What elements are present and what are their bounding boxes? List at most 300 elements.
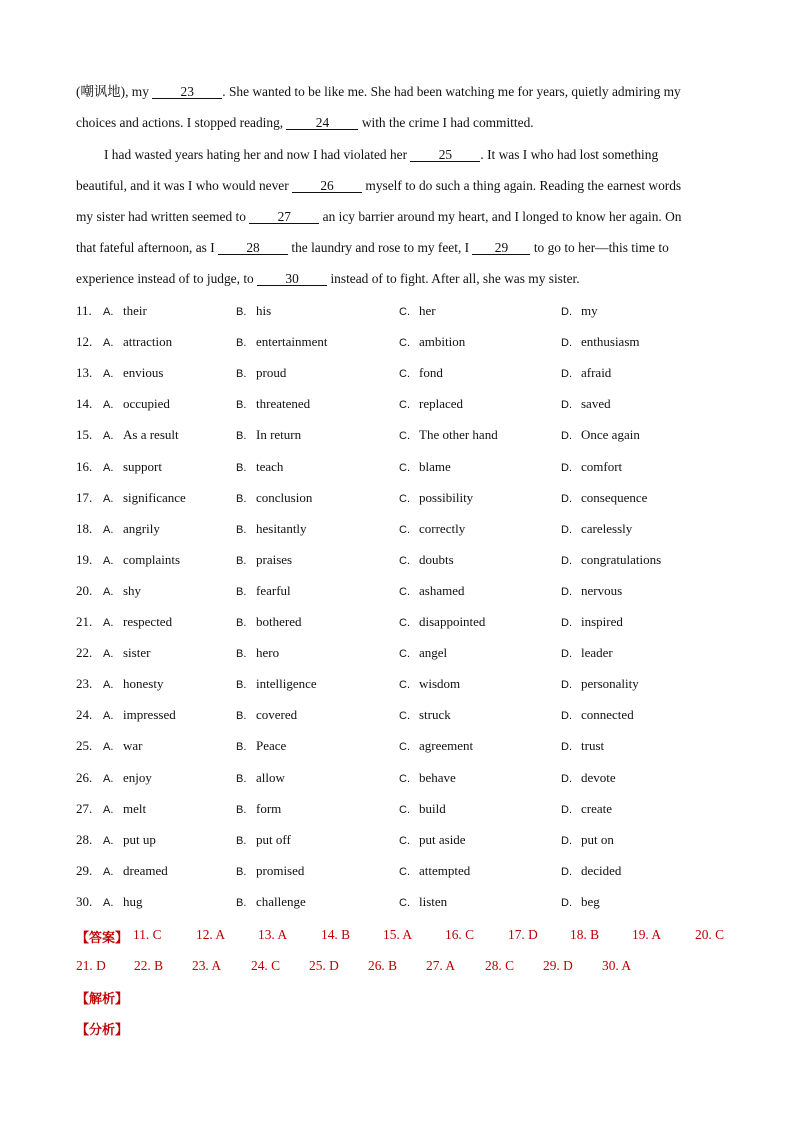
option-a-text: dreamed	[123, 862, 168, 878]
option-d-text: inspired	[581, 614, 623, 629]
option-d-text: Once again	[581, 427, 640, 443]
question-options-30	[76, 894, 756, 912]
answer-item: 15. A	[383, 927, 413, 942]
option-b-text: his	[256, 303, 272, 318]
option-b	[236, 738, 286, 754]
question-number: 14.	[76, 396, 93, 412]
option-letter-d: D.	[561, 399, 572, 412]
option-b-text: threatened	[256, 396, 311, 412]
question-options-29	[76, 863, 756, 881]
option-b-text: hero	[256, 645, 280, 661]
option-b	[236, 707, 297, 723]
question-number: 20.	[76, 582, 93, 598]
option-a	[103, 365, 163, 381]
option-a	[103, 738, 143, 754]
option-letter-a: A.	[103, 554, 114, 567]
answer-item: 12. A	[196, 927, 226, 942]
option-d-text: nervous	[581, 582, 623, 598]
option-d-text: saved	[581, 396, 611, 412]
option-letter-a: A.	[103, 772, 114, 785]
option-letter-b: B.	[236, 461, 247, 474]
question-options-24	[76, 707, 756, 725]
option-d-text: my	[581, 303, 598, 318]
option-letter-b: B.	[236, 399, 247, 412]
option-letter-b: B.	[236, 803, 247, 816]
option-a-text: attraction	[123, 334, 173, 350]
question-number: 16.	[76, 458, 93, 474]
option-letter-b: B.	[236, 430, 247, 443]
blank-26: 26	[292, 179, 362, 193]
option-letter-d: D.	[561, 772, 572, 785]
option-a	[103, 676, 163, 692]
option-letter-c: C.	[399, 648, 410, 661]
option-letter-d: D.	[561, 865, 572, 878]
option-a	[103, 707, 176, 723]
option-c-text: agreement	[419, 738, 474, 754]
option-letter-c: C.	[399, 710, 410, 723]
question-options-15	[76, 427, 756, 445]
option-d	[561, 676, 639, 692]
question-number: 19.	[76, 551, 93, 567]
option-letter-a: A.	[103, 461, 114, 474]
option-a	[103, 521, 160, 537]
option-a-text: envious	[123, 365, 164, 381]
option-a-text: angrily	[123, 520, 160, 536]
option-b	[236, 521, 307, 537]
option-d	[561, 894, 600, 910]
question-number: 22.	[76, 645, 93, 661]
option-letter-d: D.	[561, 337, 572, 350]
question-options-14	[76, 396, 756, 414]
answer-item: 25. D	[309, 958, 339, 973]
option-b-text: allow	[256, 769, 285, 785]
option-b-text: hesitantly	[256, 520, 307, 536]
option-d	[561, 552, 661, 568]
question-number: 25.	[76, 738, 93, 754]
question-options-18	[76, 521, 756, 539]
option-a	[103, 334, 172, 350]
blank-24: 24	[286, 116, 358, 130]
option-a	[103, 459, 162, 475]
option-letter-a: A.	[103, 585, 114, 598]
option-letter-b: B.	[236, 710, 247, 723]
option-a	[103, 303, 147, 319]
option-letter-d: D.	[561, 741, 572, 754]
option-d-text: consequence	[581, 489, 648, 505]
option-c-text: ashamed	[419, 582, 465, 598]
option-letter-c: C.	[399, 896, 410, 909]
option-letter-a: A.	[103, 741, 114, 754]
option-letter-c: C.	[399, 865, 410, 878]
option-letter-c: C.	[399, 803, 410, 816]
option-d-text: enthusiasm	[581, 334, 640, 350]
answer-item: 27. A	[426, 958, 456, 973]
option-b	[236, 770, 285, 786]
option-b-text: proud	[256, 365, 287, 381]
option-letter-a: A.	[103, 523, 114, 536]
option-b-text: challenge	[256, 893, 306, 909]
option-c	[399, 583, 464, 599]
option-d-text: put on	[581, 831, 614, 847]
option-letter-c: C.	[399, 523, 410, 536]
option-letter-a: A.	[103, 648, 114, 661]
answer-item: 22. B	[134, 958, 164, 973]
question-options-23	[76, 676, 756, 694]
option-c	[399, 707, 451, 723]
option-letter-c: C.	[399, 430, 410, 443]
option-c	[399, 334, 465, 350]
option-d	[561, 770, 616, 786]
option-c-text: build	[419, 800, 446, 816]
option-letter-d: D.	[561, 834, 572, 847]
answer-item: 17. D	[508, 927, 538, 942]
option-c-text: ambition	[419, 334, 466, 350]
option-d	[561, 707, 634, 723]
question-number: 12.	[76, 334, 93, 350]
option-c-text: struck	[419, 707, 451, 723]
option-b-text: fearful	[256, 582, 291, 598]
option-c-text: blame	[419, 458, 451, 474]
option-b-text: teach	[256, 458, 284, 474]
answer-row-2	[76, 958, 756, 976]
answer-item: 19. A	[632, 927, 662, 942]
option-c-text: fond	[419, 365, 443, 381]
option-letter-c: C.	[399, 399, 410, 412]
question-number: 24.	[76, 707, 93, 723]
option-d	[561, 583, 622, 599]
blank-27: 27	[249, 210, 319, 224]
option-d	[561, 832, 614, 848]
option-letter-b: B.	[236, 585, 247, 598]
option-c-text: doubts	[419, 551, 454, 567]
option-c	[399, 676, 460, 692]
question-options-12	[76, 334, 756, 352]
passage-line-7: experience instead of to judge, to 30 instead of to fight. After all, she was my sister.	[76, 271, 580, 286]
option-b	[236, 801, 281, 817]
option-a-text: melt	[123, 800, 147, 816]
option-a	[103, 645, 150, 661]
option-a-text: As a result	[123, 427, 179, 443]
question-options-11	[76, 303, 756, 321]
question-number: 26.	[76, 769, 93, 785]
option-c-text: disappointed	[419, 614, 486, 629]
option-a	[103, 770, 152, 786]
option-c	[399, 614, 485, 630]
option-b	[236, 583, 291, 599]
option-a-text: support	[123, 458, 162, 474]
blank-28: 28	[218, 241, 288, 255]
option-b-text: Peace	[256, 738, 287, 754]
option-a	[103, 552, 180, 568]
question-number: 23.	[76, 676, 93, 692]
question-options-28	[76, 832, 756, 850]
passage-line-5: my sister had written seemed to 27 an icy barrier around my heart, and I longed to know her again. On	[76, 209, 682, 224]
option-c-text: possibility	[419, 489, 474, 505]
option-c-text: attempted	[419, 862, 471, 878]
answer-item: 23. A	[192, 958, 222, 973]
option-a	[103, 396, 170, 412]
option-c-text: behave	[419, 769, 456, 785]
answer-item: 13. A	[258, 927, 288, 942]
passage-line-4: beautiful, and it was I who would never 26 myself to do such a thing again. Reading the earnest words	[76, 178, 682, 193]
option-d	[561, 738, 604, 754]
option-a-text: put up	[123, 831, 156, 847]
option-b-text: covered	[256, 707, 298, 723]
option-letter-c: C.	[399, 679, 410, 692]
option-a	[103, 801, 146, 817]
option-letter-b: B.	[236, 679, 247, 692]
option-c	[399, 863, 470, 879]
option-letter-d: D.	[561, 461, 572, 474]
question-number: 15.	[76, 427, 93, 443]
answer-item: 21. D	[76, 958, 106, 973]
option-d-text: connected	[581, 707, 634, 723]
passage-line-3: I had wasted years hating her and now I had violated her 25 . It was I who had lost something	[104, 147, 659, 162]
question-number: 17.	[76, 489, 93, 505]
option-c	[399, 303, 436, 319]
blank-29: 29	[472, 241, 530, 255]
option-c	[399, 459, 451, 475]
question-number: 11.	[76, 303, 92, 318]
option-d-text: devote	[581, 769, 616, 785]
option-a	[103, 427, 179, 443]
option-d-text: afraid	[581, 365, 612, 381]
option-a-text: enjoy	[123, 769, 152, 785]
question-options-26	[76, 770, 756, 788]
option-b	[236, 396, 310, 412]
option-c	[399, 801, 446, 817]
option-letter-c: C.	[399, 306, 410, 318]
option-d	[561, 459, 622, 475]
option-a	[103, 490, 186, 506]
option-c-text: her	[419, 303, 436, 318]
option-a	[103, 863, 168, 879]
option-c	[399, 365, 443, 381]
option-letter-a: A.	[103, 430, 114, 443]
answer-row-1	[76, 927, 756, 945]
option-d-text: decided	[581, 862, 622, 878]
option-letter-d: D.	[561, 368, 572, 381]
option-b-text: praises	[256, 551, 293, 567]
option-letter-b: B.	[236, 834, 247, 847]
option-d	[561, 645, 613, 661]
blank-30: 30	[257, 272, 327, 286]
option-c	[399, 427, 498, 443]
option-d-text: create	[581, 800, 613, 816]
option-c	[399, 832, 466, 848]
option-a-text: occupied	[123, 396, 170, 412]
option-d	[561, 863, 621, 879]
breakdown-heading: 【分析】	[76, 1023, 129, 1038]
answer-item: 24. C	[251, 958, 281, 973]
answer-item: 26. B	[368, 958, 398, 973]
option-b-text: In return	[256, 427, 302, 443]
option-c	[399, 738, 473, 754]
option-c	[399, 521, 465, 537]
analysis-heading: 【解析】	[76, 992, 129, 1007]
option-d	[561, 614, 623, 630]
option-c-text: angel	[419, 645, 448, 661]
option-letter-b: B.	[236, 648, 247, 661]
option-a-text: hug	[123, 893, 143, 909]
question-options-13	[76, 365, 756, 383]
answer-item: 14. B	[321, 927, 351, 942]
option-letter-a: A.	[103, 896, 114, 909]
option-letter-b: B.	[236, 554, 247, 567]
option-letter-c: C.	[399, 741, 410, 754]
option-letter-b: B.	[236, 741, 247, 754]
option-b-text: conclusion	[256, 489, 313, 505]
option-letter-a: A.	[103, 399, 114, 412]
option-b	[236, 894, 306, 910]
option-letter-c: C.	[399, 617, 410, 629]
option-a-text: shy	[123, 582, 142, 598]
answer-item: 16. C	[445, 927, 475, 942]
option-a-text: respected	[123, 614, 173, 629]
option-d	[561, 521, 632, 537]
option-a-text: their	[123, 303, 147, 318]
option-letter-a: A.	[103, 865, 114, 878]
option-letter-a: A.	[103, 368, 114, 381]
option-letter-a: A.	[103, 834, 114, 847]
option-a-text: complaints	[123, 551, 181, 567]
question-number: 27.	[76, 800, 93, 816]
option-letter-a: A.	[103, 617, 114, 629]
option-letter-a: A.	[103, 337, 114, 350]
option-a	[103, 894, 143, 910]
option-c-text: correctly	[419, 520, 466, 536]
option-c-text: wisdom	[419, 676, 461, 692]
option-d-text: trust	[581, 738, 605, 754]
option-d	[561, 396, 611, 412]
option-c-text: listen	[419, 893, 448, 909]
option-b	[236, 832, 291, 848]
option-b	[236, 303, 271, 319]
question-number: 28.	[76, 831, 93, 847]
option-letter-b: B.	[236, 337, 247, 350]
option-a	[103, 832, 156, 848]
option-letter-d: D.	[561, 679, 572, 692]
option-d-text: personality	[581, 676, 639, 692]
option-c	[399, 770, 456, 786]
question-number: 29.	[76, 862, 93, 878]
option-d	[561, 801, 612, 817]
blank-25: 25	[410, 148, 480, 162]
option-d	[561, 303, 598, 319]
option-b	[236, 427, 301, 443]
option-letter-d: D.	[561, 554, 572, 567]
option-letter-d: D.	[561, 585, 572, 598]
option-d	[561, 490, 647, 506]
option-letter-c: C.	[399, 492, 410, 505]
answer-item: 28. C	[485, 958, 515, 973]
question-options-17	[76, 490, 756, 508]
option-letter-a: A.	[103, 679, 114, 692]
option-letter-d: D.	[561, 523, 572, 536]
option-a-text: impressed	[123, 707, 176, 723]
option-letter-b: B.	[236, 896, 247, 909]
option-b	[236, 552, 292, 568]
option-letter-a: A.	[103, 803, 114, 816]
option-letter-d: D.	[561, 803, 572, 816]
option-letter-b: B.	[236, 523, 247, 536]
option-d	[561, 334, 640, 350]
option-letter-d: D.	[561, 896, 572, 909]
option-d-text: beg	[581, 893, 600, 909]
option-letter-a: A.	[103, 492, 114, 505]
question-number: 13.	[76, 365, 93, 381]
option-c	[399, 490, 473, 506]
option-letter-a: A.	[103, 306, 114, 318]
question-options-19	[76, 552, 756, 570]
option-b	[236, 490, 312, 506]
option-d	[561, 427, 640, 443]
question-options-27	[76, 801, 756, 819]
passage-line-2: choices and actions. I stopped reading, 24 with the crime I had committed.	[76, 115, 534, 130]
option-letter-c: C.	[399, 368, 410, 381]
option-b-text: promised	[256, 862, 305, 878]
option-c	[399, 894, 447, 910]
option-b	[236, 614, 301, 630]
option-letter-c: C.	[399, 554, 410, 567]
passage-line-1: (嘲讽地), my 23 . She wanted to be like me. She had been watching me for years, quietly admiring my	[76, 84, 681, 99]
answer-item: 18. B	[570, 927, 600, 942]
passage-line-6: that fateful afternoon, as I 28 the laundry and rose to my feet, I 29 to go to her—this time to	[76, 240, 669, 255]
option-letter-d: D.	[561, 710, 572, 723]
option-letter-c: C.	[399, 834, 410, 847]
option-b-text: bothered	[256, 614, 302, 629]
option-letter-b: B.	[236, 772, 247, 785]
question-options-16	[76, 459, 756, 477]
option-a-text: significance	[123, 489, 186, 505]
option-a	[103, 614, 172, 630]
question-options-20	[76, 583, 756, 601]
option-a-text: war	[123, 738, 143, 754]
option-letter-b: B.	[236, 492, 247, 505]
option-letter-b: B.	[236, 368, 247, 381]
option-letter-a: A.	[103, 710, 114, 723]
option-letter-c: C.	[399, 337, 410, 350]
option-a	[103, 583, 141, 599]
option-b	[236, 645, 279, 661]
option-letter-d: D.	[561, 492, 572, 505]
option-c	[399, 396, 463, 412]
option-a-text: honesty	[123, 676, 164, 692]
question-options-25	[76, 738, 756, 756]
option-letter-d: D.	[561, 617, 572, 629]
option-d-text: leader	[581, 645, 613, 661]
option-d	[561, 365, 611, 381]
option-letter-d: D.	[561, 306, 572, 318]
option-d-text: comfort	[581, 458, 623, 474]
option-b-text: entertainment	[256, 334, 328, 350]
option-letter-b: B.	[236, 865, 247, 878]
option-letter-b: B.	[236, 617, 247, 629]
option-a-text: sister	[123, 645, 151, 661]
option-letter-d: D.	[561, 648, 572, 661]
option-letter-c: C.	[399, 772, 410, 785]
option-letter-b: B.	[236, 306, 247, 318]
option-c-text: replaced	[419, 396, 464, 412]
answer-item: 20. C	[695, 927, 725, 942]
option-b	[236, 863, 304, 879]
option-b	[236, 334, 327, 350]
answer-item: 11. C	[133, 927, 162, 942]
option-letter-c: C.	[399, 585, 410, 598]
option-b-text: form	[256, 800, 282, 816]
option-c-text: put aside	[419, 831, 466, 847]
blank-23: 23	[152, 85, 222, 99]
